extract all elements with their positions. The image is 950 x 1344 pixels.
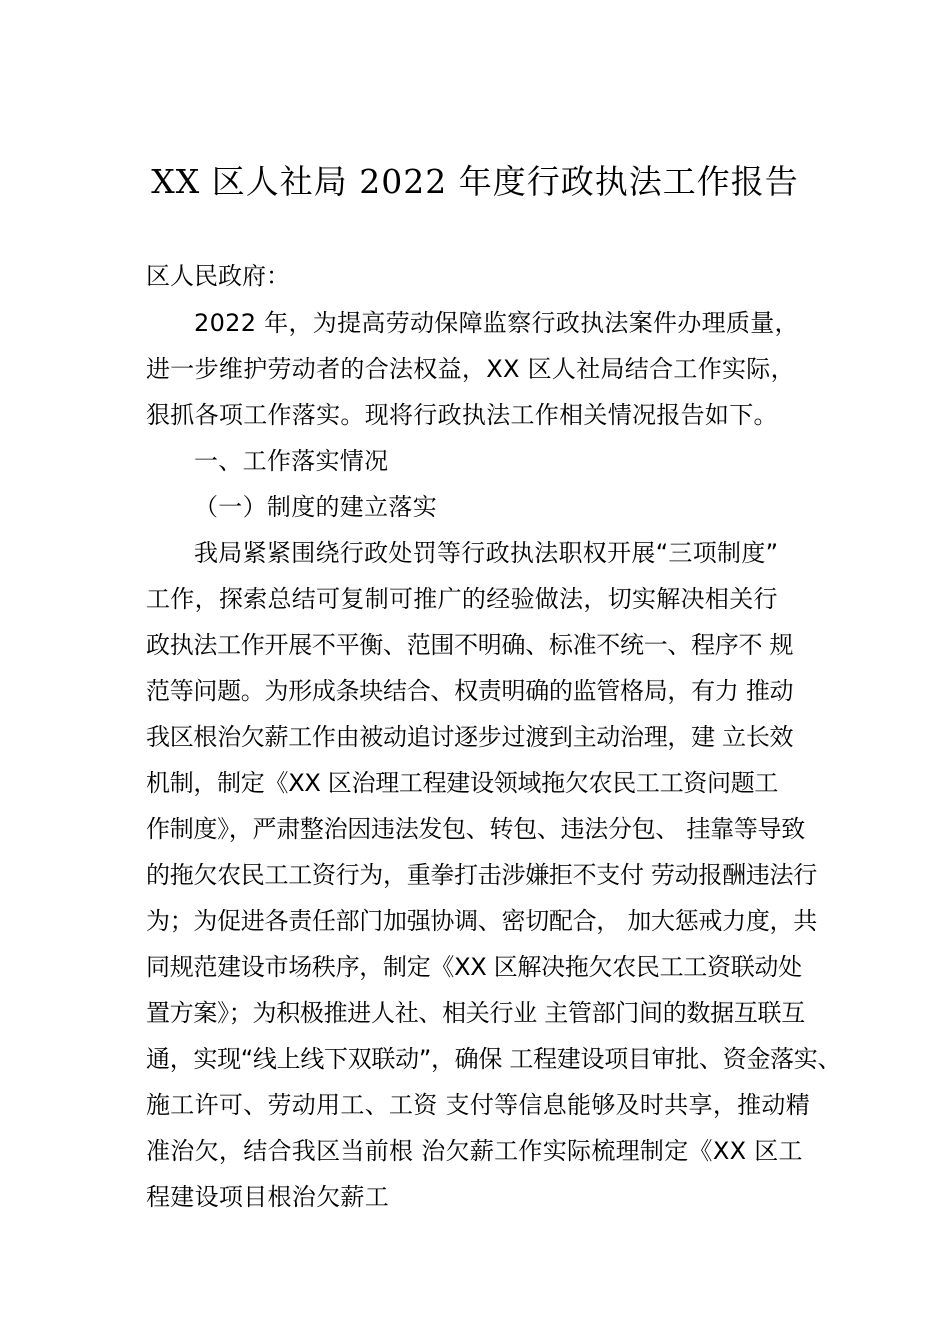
body-line: 我局紧紧围绕行政处罚等行政执法职权开展“三项制度” — [194, 539, 779, 567]
body-line: 作制度》，严肃整治因违法发包、转包、违法分包、 挂靠等导致 — [146, 815, 805, 843]
document-title: XX 区人社局 2022 年度行政执法工作报告 — [151, 162, 799, 201]
body-line: 准治欠，结合我区当前根 治欠薪工作实际梳理制定《XX 区工 — [146, 1137, 803, 1165]
body-line: 程建设项目根治欠薪工 — [146, 1183, 389, 1211]
body-line: 机制，制定《XX 区治理工程建设领域拖欠农民工工资问题工 — [146, 769, 779, 797]
body-line: 施工许可、劳动用工、工资 支付等信息能够及时共享，推动精 — [146, 1091, 811, 1119]
body-line: 范等问题。为形成条块结合、权责明确的监管格局，有力 推动 — [146, 677, 794, 705]
body-line: 2022 年，为提高劳动保障监察行政执法案件办理质量， — [194, 309, 799, 337]
subsection-heading: （一）制度的建立落实 — [194, 493, 437, 521]
body-line: 为；为促进各责任部门加强协调、密切配合， 加大惩戒力度，共 — [146, 907, 817, 935]
salutation: 区人民政府： — [146, 262, 290, 290]
body-line: 进一步维护劳动者的合法权益，XX 区人社局结合工作实际， — [146, 355, 795, 383]
body-line: 同规范建设市场秩序，制定《XX 区解决拖欠农民工工资联动处 — [146, 953, 802, 981]
body-line: 工作，探索总结可复制可推广的经验做法，切实解决相关行 — [146, 585, 778, 613]
body-line: 置方案》；为积极推进人社、相关行业 主管部门间的数据互联互 — [146, 999, 805, 1027]
body-line: 通，实现“线上线下双联动”，确保 工程建设项目审批、资金落实、 — [146, 1045, 842, 1073]
body-line: 政执法工作开展不平衡、范围不明确、标准不统一、程序不 规 — [146, 631, 794, 659]
report-body — [146, 300, 842, 1220]
body-line: 我区根治欠薪工作由被动追讨逐步过渡到主动治理，建 立长效 — [146, 723, 794, 751]
body-line: 的拖欠农民工工资行为，重拳打击涉嫌拒不支付 劳动报酬违法行 — [146, 861, 817, 889]
section-heading: 一、工作落实情况 — [194, 447, 389, 475]
body-line: 狠抓各项工作落实。现将行政执法工作相关情况报告如下。 — [146, 401, 778, 429]
